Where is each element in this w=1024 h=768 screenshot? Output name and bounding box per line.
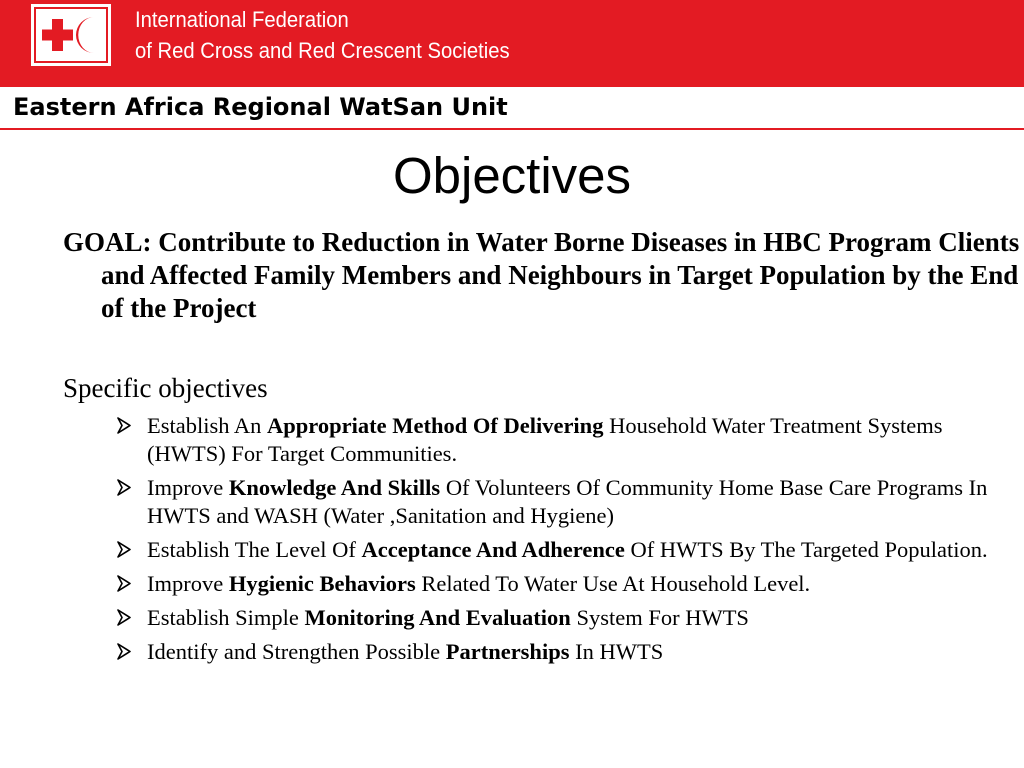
organization-name	[135, 4, 510, 66]
objective-text-plain: Of Volunteers Of Community Home Base Care Programs In HWTS and WASH (Water ,Sanitation and Hygiene)	[147, 475, 988, 528]
objective-item	[115, 474, 995, 530]
objective-text-plain: Improve	[147, 475, 229, 500]
arrowhead-bullet-icon	[115, 575, 132, 592]
organization-name-line1: International Federation	[135, 7, 349, 32]
objective-text-bold: Hygienic Behaviors	[228, 571, 416, 596]
objective-text-bold: Appropriate Method Of Delivering	[267, 413, 604, 438]
specific-objectives-heading: Specific objectives	[63, 373, 268, 403]
objective-text-bold: Acceptance And Adherence	[361, 537, 625, 562]
unit-title: Eastern Africa Regional WatSan Unit	[13, 93, 508, 121]
objective-item	[115, 604, 995, 632]
objective-text-plain: Of HWTS By The Targeted Population.	[624, 537, 988, 562]
header-banner	[0, 0, 1024, 87]
objective-text-bold: Partnerships	[445, 639, 570, 664]
organization-name-line2: of Red Cross and Red Crescent Societies	[135, 38, 510, 63]
objective-item	[115, 536, 995, 564]
objective-item	[115, 412, 995, 468]
header-divider	[0, 128, 1024, 130]
objective-text-plain: Improve	[147, 571, 229, 596]
objective-item	[115, 570, 995, 598]
objective-text-bold: Knowledge And Skills	[228, 475, 441, 500]
red-cross-red-crescent-logo	[31, 4, 111, 66]
objective-text-plain: Establish The Level Of	[147, 537, 362, 562]
objectives-list	[115, 412, 995, 672]
objective-item	[115, 638, 995, 666]
objective-text-plain: In HWTS	[569, 639, 664, 664]
objective-text-plain: Related To Water Use At Household Level.	[415, 571, 811, 596]
arrowhead-bullet-icon	[115, 479, 132, 496]
objective-text-plain: Household Water Treatment Systems (HWTS) For Target Communities.	[147, 413, 943, 466]
arrowhead-bullet-icon	[115, 541, 132, 558]
arrowhead-bullet-icon	[115, 643, 132, 660]
objective-text-bold: Monitoring And Evaluation	[304, 605, 571, 630]
slide-title: Objectives	[392, 147, 632, 204]
goal-statement: GOAL: Contribute to Reduction in Water Borne Diseases in HBC Program Clients and Affected Family Members and Neighbours in Target Population by the End of the Project	[63, 227, 1020, 323]
arrowhead-bullet-icon	[115, 609, 132, 626]
objective-text-plain: System For HWTS	[570, 605, 749, 630]
objective-text-plain: Establish Simple	[147, 605, 305, 630]
objective-text-plain: Identify and Strengthen Possible	[147, 639, 446, 664]
objective-text-plain: Establish An	[147, 413, 268, 438]
arrowhead-bullet-icon	[115, 417, 132, 434]
